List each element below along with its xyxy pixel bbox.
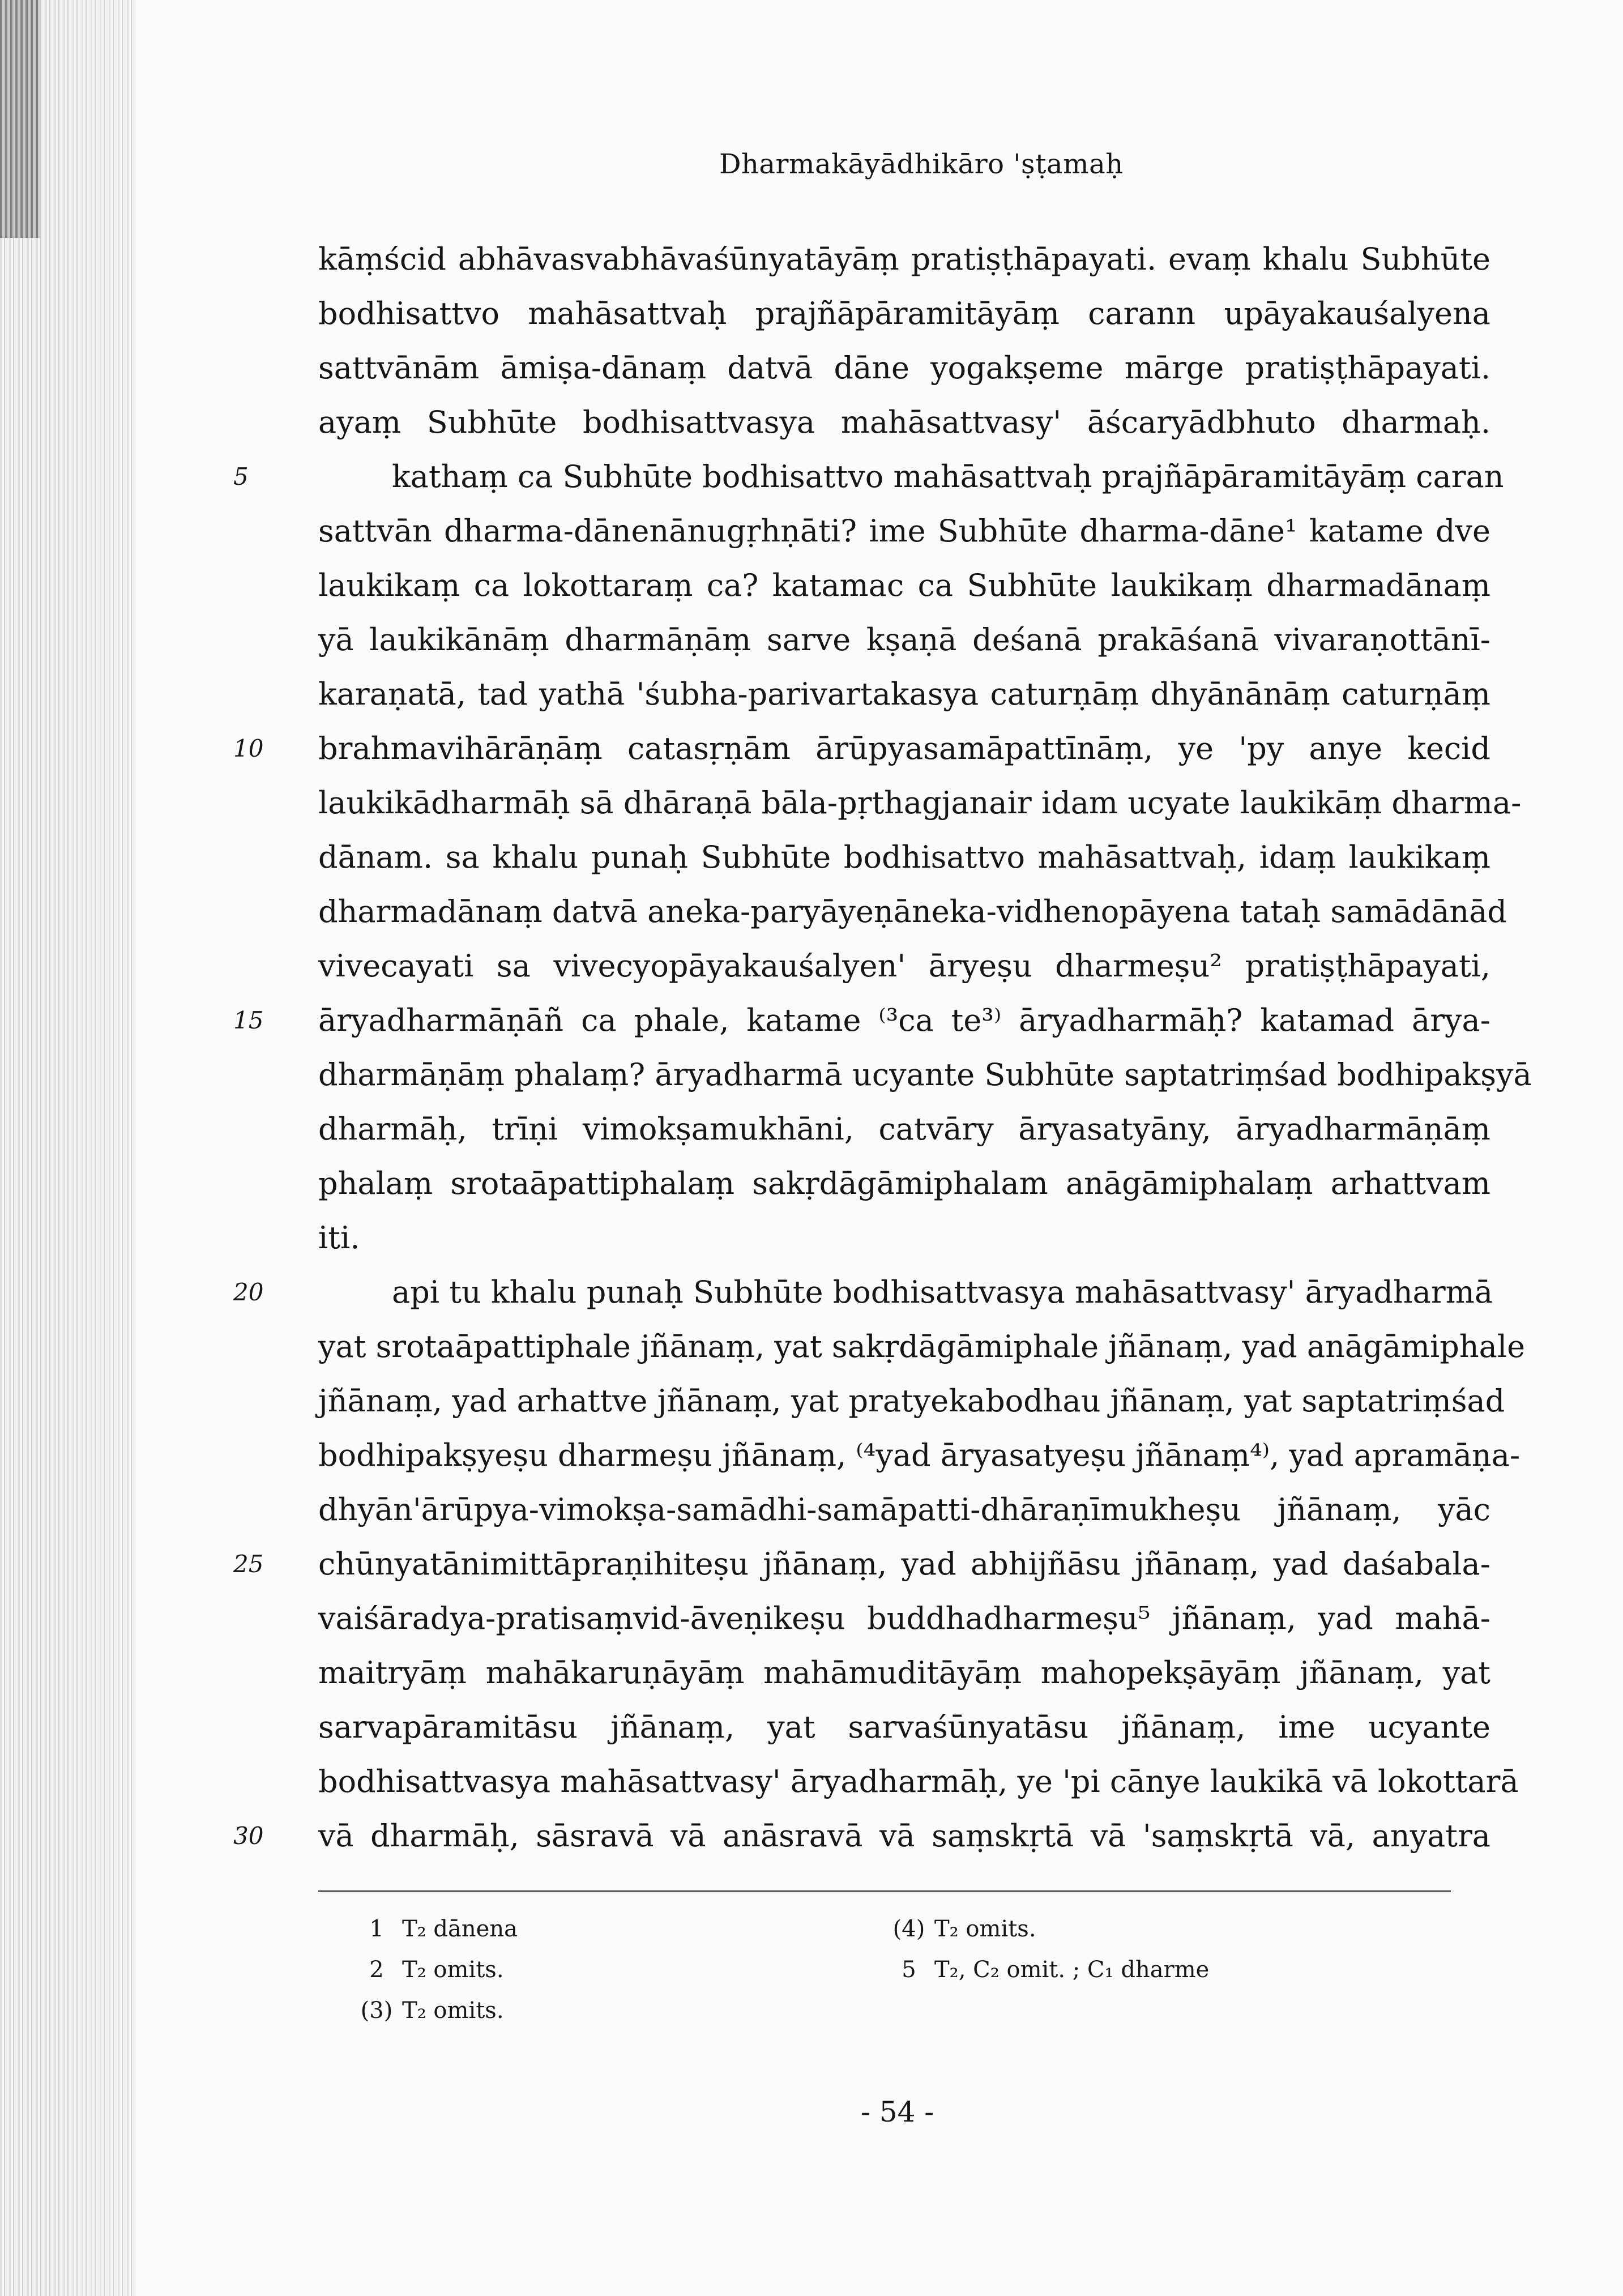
text-line (233, 1809, 1490, 1863)
running-head: Dharmakāyādhikāro 'ṣṭamaḥ (719, 148, 1124, 180)
line-text: karaṇatā, tad yathā 'śubha-parivartakasya caturṇāṃ dhyānānāṃ caturṇāṃ (318, 676, 1490, 712)
text-line (318, 1374, 1505, 1428)
text-line (233, 1265, 1493, 1320)
text-line (318, 395, 1490, 450)
text-line (318, 885, 1507, 939)
text-line (233, 722, 1490, 776)
text-line (318, 1646, 1490, 1700)
line-text: kathaṃ ca Subhūte bodhisattvo mahāsattvaḥ prajñāpāramitāyāṃ caran (392, 459, 1504, 494)
footnote-number: (4) (892, 1916, 925, 1942)
text-line (318, 1320, 1526, 1374)
line-text: sattvānām āmiṣa-dānaṃ datvā dāne yogakṣeme mārge pratiṣṭhāpayati. (318, 350, 1490, 386)
line-number: 25 (233, 1550, 264, 1578)
text-line (318, 1211, 1490, 1265)
footnote-number: 1 (369, 1916, 384, 1942)
line-text: bodhisattvasya mahāsattvasy' āryadharmāḥ, ye 'pi cānye laukikā vā lokottarā (318, 1764, 1519, 1799)
text-line (318, 1755, 1519, 1809)
text-line (233, 993, 1490, 1048)
footnote-number: (3) (360, 1998, 393, 2024)
text-line (318, 776, 1522, 830)
line-text: phalaṃ srotaāpattiphalaṃ sakṛdāgāmiphalam anāgāmiphalaṃ arhattvam (318, 1166, 1490, 1201)
text-line (318, 341, 1490, 395)
line-text: kāṃścid abhāvasvabhāvaśūnyatāyāṃ pratiṣṭhāpayati. evaṃ khalu Subhūte (318, 241, 1490, 277)
page-number: - 54 - (861, 2096, 934, 2128)
footnote (351, 1990, 518, 2031)
line-text: chūnyatānimittāpraṇihiteṣu jñānaṃ, yad abhijñāsu jñānaṃ, yad daśabala- (318, 1546, 1490, 1582)
line-number: 30 (233, 1822, 264, 1850)
text-line (318, 504, 1490, 558)
footnote (883, 1909, 1209, 1949)
line-text: maitryāṃ mahākaruṇāyāṃ mahāmuditāyāṃ mahopekṣāyāṃ jñānaṃ, yat (318, 1655, 1490, 1691)
footnote-text: T₂, C₂ omit. ; C₁ dharme (934, 1957, 1210, 1983)
footnote-rule (318, 1890, 1451, 1892)
footnote-text: T₂ omits. (934, 1916, 1036, 1942)
text-line (318, 1428, 1521, 1483)
text-line (233, 450, 1504, 504)
line-text: dharmāṇāṃ phalaṃ? āryadharmā ucyante Subhūte saptatriṃśad bodhipakṣyā (318, 1057, 1532, 1092)
line-text: ayaṃ Subhūte bodhisattvasya mahāsattvasy' āścaryādbhuto dharmaḥ. (318, 404, 1490, 440)
footnote-text: T₂ omits. (402, 1998, 504, 2024)
line-text: sarvapāramitāsu jñānaṃ, yat sarvaśūnyatāsu jñānaṃ, ime ucyante (318, 1709, 1490, 1745)
text-line (318, 830, 1490, 885)
line-text: yat srotaāpattiphale jñānaṃ, yat sakṛdāgāmiphale jñānaṃ, yad anāgāmiphale (318, 1329, 1526, 1364)
text-line (318, 939, 1490, 993)
footnote (351, 1909, 518, 1949)
text-line (233, 1537, 1490, 1591)
line-text: brahmavihārāṇāṃ catasṛṇām ārūpyasamāpattīnāṃ, ye 'py anye kecid (318, 731, 1490, 766)
text-line (318, 667, 1490, 722)
line-text: vaiśāradya-pratisaṃvid-āveṇikeṣu buddhadharmeṣu⁵ jñānaṃ, yad mahā- (318, 1601, 1490, 1636)
line-number: 20 (233, 1278, 264, 1306)
line-text: api tu khalu punaḥ Subhūte bodhisattvasya mahāsattvasy' āryadharmā (392, 1274, 1493, 1310)
line-text: āryadharmāṇāñ ca phale, katame ⁽³ca te³⁾ āryadharmāḥ? katamad ārya- (318, 1002, 1490, 1038)
line-text: dhyān'ārūpya-vimokṣa-samādhi-samāpatti-dhāraṇīmukheṣu jñānaṃ, yāc (318, 1492, 1490, 1527)
main-text (233, 232, 1532, 1863)
line-text: dharmāḥ, trīṇi vimokṣamukhāni, catvāry āryasatyāny, āryadharmāṇāṃ (318, 1111, 1490, 1147)
scan-binding-edge (0, 0, 136, 2296)
footnote-text: T₂ dānena (402, 1916, 518, 1942)
text-line (318, 1700, 1490, 1755)
footnote (883, 1949, 1209, 1990)
line-text: dānam. sa khalu punaḥ Subhūte bodhisattvo mahāsattvaḥ, idaṃ laukikaṃ (318, 839, 1490, 875)
footnotes-right (883, 1909, 1209, 1990)
line-text: dharmadānaṃ datvā aneka-paryāyeṇāneka-vidhenopāyena tataḥ samādānād (318, 894, 1507, 929)
text-line (318, 287, 1490, 341)
line-text: bodhipakṣyeṣu dharmeṣu jñānaṃ, ⁽⁴yad āryasatyeṣu jñānaṃ⁴⁾, yad apramāṇa- (318, 1437, 1521, 1473)
line-text: bodhisattvo mahāsattvaḥ prajñāpāramitāyāṃ carann upāyakauśalyena (318, 296, 1490, 331)
text-line (318, 558, 1490, 613)
line-text: laukikaṃ ca lokottaraṃ ca? katamac ca Subhūte laukikaṃ dharmadānaṃ (318, 567, 1490, 603)
text-line (318, 1591, 1490, 1646)
footnote-number: 5 (902, 1957, 916, 1983)
line-text: vā dharmāḥ, sāsravā vā anāsravā vā saṃskṛtā vā 'saṃskṛtā vā, anyatra (318, 1818, 1490, 1854)
line-text: sattvān dharma-dānenānugṛhṇāti? ime Subhūte dharma-dāne¹ katame dve (318, 513, 1490, 549)
line-number: 10 (233, 735, 264, 762)
line-text: yā laukikānāṃ dharmāṇāṃ sarve kṣaṇā deśanā prakāśanā vivaraṇottānī- (318, 622, 1490, 658)
line-text: vivecayati sa vivecyopāyakauśalyen' āryeṣu dharmeṣu² pratiṣṭhāpayati, (318, 948, 1490, 984)
text-line (318, 1483, 1490, 1537)
text-line (318, 1102, 1490, 1156)
line-text: laukikādharmāḥ sā dhāraṇā bāla-pṛthagjanair idam ucyate laukikāṃ dharma- (318, 785, 1522, 821)
text-line (318, 613, 1490, 667)
text-line (318, 1156, 1490, 1211)
footnote-text: T₂ omits. (402, 1957, 504, 1983)
footnote-number: 2 (369, 1957, 384, 1983)
scan-binding-shadow (0, 0, 40, 238)
line-text: iti. (318, 1220, 360, 1256)
line-text: jñānaṃ, yad arhattve jñānaṃ, yat pratyekabodhau jñānaṃ, yat saptatriṃśad (318, 1383, 1505, 1419)
line-number: 5 (233, 463, 249, 490)
text-line (318, 232, 1490, 287)
line-number: 15 (233, 1006, 264, 1034)
footnote (351, 1949, 518, 1990)
footnotes-left (351, 1909, 518, 2031)
text-line (318, 1048, 1532, 1102)
